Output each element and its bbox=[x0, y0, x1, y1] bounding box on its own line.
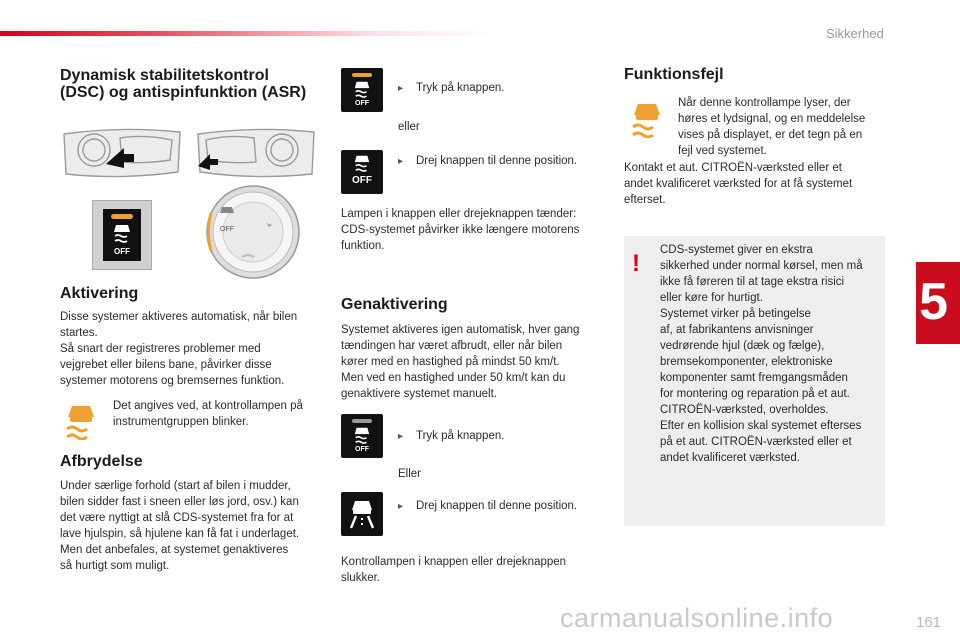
step-text: Drej knappen til denne position. bbox=[416, 500, 578, 512]
dial-off-label: OFF bbox=[352, 175, 372, 186]
disable-text bbox=[60, 478, 325, 574]
text-line: efterset. bbox=[624, 194, 666, 206]
text-line: kører med en hastighed på mindst 50 km/t. bbox=[341, 356, 560, 368]
step-text: Drej knappen til denne position. bbox=[416, 155, 578, 167]
text-line: på et aut. CITROËN-værksted eller et bbox=[660, 436, 852, 448]
text-line: Disse systemer aktiveres automatisk, når bilen bbox=[60, 311, 298, 323]
watermark: carmanualsonline.info bbox=[560, 603, 834, 633]
top-accent-bar bbox=[0, 31, 500, 36]
step-turn-knob: ▸ Drej knappen til denne position. bbox=[398, 500, 578, 512]
panel-button-illustration bbox=[92, 200, 152, 270]
lamp-off-text bbox=[341, 554, 603, 586]
text-line: andet kvalificeret værksted. bbox=[660, 452, 800, 464]
malfunction-indicator-text bbox=[678, 95, 884, 159]
terrain-dial-icon bbox=[202, 183, 304, 281]
step-text: Tryk på knappen. bbox=[416, 82, 505, 94]
text-line: Kontrollampen i knappen eller drejeknappen bbox=[341, 556, 567, 568]
or-label: Eller bbox=[398, 468, 422, 480]
text-line: Det angives ved, at kontrollampen på bbox=[113, 400, 303, 412]
page-number: 161 bbox=[916, 614, 942, 631]
text-line: funktion. bbox=[341, 240, 385, 252]
malfunction-heading: Funktionsfejl bbox=[624, 66, 724, 83]
esp-off-button-icon bbox=[341, 68, 383, 112]
malfunction-contact-text bbox=[624, 160, 886, 208]
page-title-line-1: Dynamisk stabilitetskontrol bbox=[60, 67, 269, 84]
text-line: så hurtigt som muligt. bbox=[60, 560, 170, 572]
text-line: Systemet aktiveres igen automatisk, hver gang bbox=[341, 324, 580, 336]
dial-off-label: OFF bbox=[220, 226, 234, 233]
text-line: vejgrebet eller bilens bane, påvirker disse bbox=[60, 359, 272, 371]
step-turn-knob: ▸ Drej knappen til denne position. bbox=[398, 155, 578, 167]
text-line: af, at fabrikantens anvisninger bbox=[660, 324, 814, 336]
activation-indicator-text bbox=[113, 398, 323, 430]
or-label: eller bbox=[398, 121, 420, 133]
text-line: Kontakt et aut. CITROËN-værksted eller et bbox=[624, 162, 842, 174]
warning-text bbox=[660, 242, 882, 466]
button-off-label: OFF bbox=[355, 100, 369, 107]
warning-exclamation-icon: ! bbox=[632, 250, 640, 277]
text-line: Når denne kontrollampe lyser, der bbox=[678, 97, 851, 109]
page-title bbox=[60, 67, 306, 101]
text-line: komponenter samt fremgangsmåden bbox=[660, 372, 848, 384]
text-line: Men ved en hastighed under 50 km/t kan du bbox=[341, 372, 566, 384]
dial-standard-position-icon bbox=[341, 492, 383, 536]
text-line: Lampen i knappen eller drejeknappen tænder: bbox=[341, 208, 577, 220]
text-line: Under særlige forhold (start af bilen i mudder, bbox=[60, 480, 291, 492]
dashboard-illustration bbox=[60, 124, 318, 186]
esp-warning-lamp-icon bbox=[630, 102, 664, 138]
text-line: instrumentgruppen blinker. bbox=[113, 416, 249, 428]
text-line: tændingen har været afbrudt, eller når bilen bbox=[341, 340, 563, 352]
page-title-line-2: (DSC) og antispinfunktion (ASR) bbox=[60, 84, 307, 101]
button-off-label: OFF bbox=[355, 446, 369, 453]
text-line: ikke få føreren til at tage ekstra risici bbox=[660, 276, 845, 288]
section-title: Sikkerhed bbox=[826, 26, 884, 41]
text-line: startes. bbox=[60, 327, 98, 339]
text-line: systemer motorens og bremsernes funktion. bbox=[60, 375, 285, 387]
text-line: slukker. bbox=[341, 572, 380, 584]
activation-heading: Aktivering bbox=[60, 285, 139, 302]
panel-off-label: OFF bbox=[114, 247, 130, 256]
text-line: genaktivere systemet manuelt. bbox=[341, 388, 497, 400]
text-line: for montering og reparation på et aut. bbox=[660, 388, 850, 400]
reactivation-text bbox=[341, 322, 603, 402]
esp-warning-lamp-icon bbox=[64, 404, 98, 440]
text-line: vises på displayet, er det tegn på en bbox=[678, 129, 863, 141]
chapter-number: 5 bbox=[919, 273, 948, 331]
text-line: andet kvalificeret værksted for at få systemet bbox=[624, 178, 853, 190]
text-line: eller køre for hurtigt. bbox=[660, 292, 763, 304]
esp-button-unlit-icon bbox=[341, 414, 383, 458]
text-line: det være nyttigt at slå CDS-systemet fra for at bbox=[60, 512, 294, 524]
text-line: bilen sidder fast i sneen eller løs jord, osv.) kan bbox=[60, 496, 299, 508]
text-line: vedrørende hjul (dæk og fælge), bbox=[660, 340, 825, 352]
disable-heading: Afbrydelse bbox=[60, 453, 143, 470]
text-line: sikkerhed under normal kørsel, men må bbox=[660, 260, 863, 272]
text-line: Efter en kollision skal systemet efterses bbox=[660, 420, 862, 432]
lamp-on-text bbox=[341, 206, 603, 254]
step-text: Tryk på knappen. bbox=[416, 430, 505, 442]
text-line: CITROËN-værksted, overholdes. bbox=[660, 404, 829, 416]
text-line: Så snart der registreres problemer med bbox=[60, 343, 261, 355]
text-line: høres et lydsignal, og en meddelelse bbox=[678, 113, 866, 125]
text-line: Men det anbefales, at systemet genaktiveres bbox=[60, 544, 289, 556]
activation-text bbox=[60, 309, 322, 389]
text-line: Systemet virker på betingelse bbox=[660, 308, 811, 320]
step-press-button: ▸ Tryk på knappen. bbox=[398, 430, 505, 442]
reactivation-heading: Genaktivering bbox=[341, 296, 448, 313]
text-line: fejl ved systemet. bbox=[678, 145, 767, 157]
text-line: CDS-systemet påvirker ikke længere motorens bbox=[341, 224, 580, 236]
text-line: lave hjulspin, så hjulene kan få fat i underlaget. bbox=[60, 528, 300, 540]
esp-off-button-icon bbox=[103, 209, 141, 261]
step-press-button: ▸ Tryk på knappen. bbox=[398, 82, 505, 94]
text-line: CDS-systemet giver en ekstra bbox=[660, 244, 813, 256]
text-line: bremsekomponenter, elektroniske bbox=[660, 356, 833, 368]
dial-off-position-icon bbox=[341, 150, 383, 194]
